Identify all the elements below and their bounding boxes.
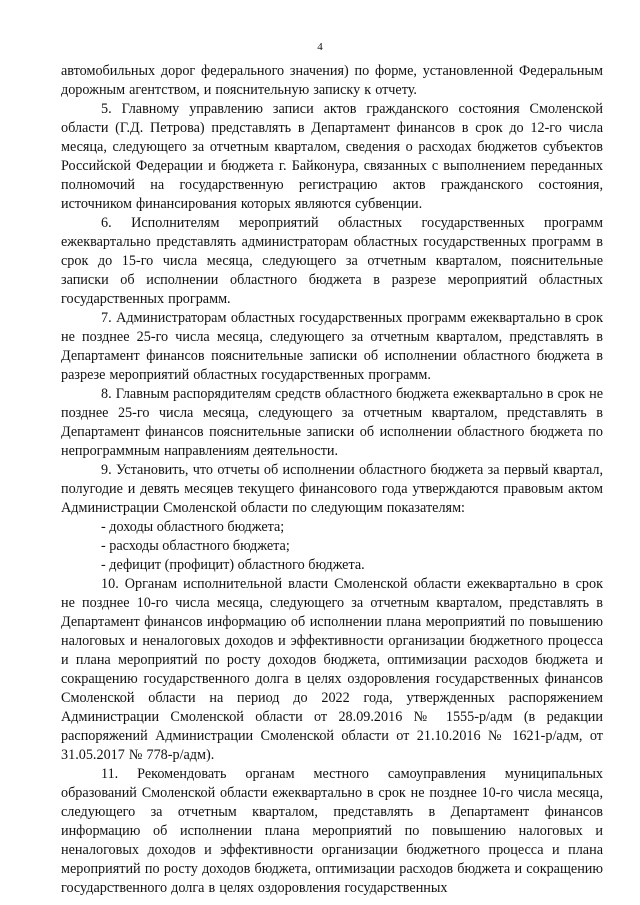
paragraph-11: 11. Рекомендовать органам местного самоуправления муниципальных образований Смоленской области ежеквартально в срок не позднее 10-го числа месяца, следующего за отчетным кварталом, представлять в Департамент финансов информацию об исполнении плана мероприятий по повышению налоговых и неналоговых доходов и эффективности организации бюджетного процесса и плана мероприятий по росту доходов бюджета, оптимизации расходов бюджета и сокращению государственного долга в целях оздоровления государственных bbox=[61, 766, 603, 896]
paragraph-6: 6. Исполнителям мероприятий областных государственных программ ежеквартально представлять администраторам областных государственных программ в срок до 15-го числа месяца, следующего за отчетным кварталом, пояснительные записки об исполнении областного бюджета в разрезе мероприятий областных государственных программ. bbox=[61, 215, 603, 307]
list-item-expenditures: - расходы областного бюджета; bbox=[101, 538, 290, 554]
paragraph-5: 5. Главному управлению записи актов гражданского состояния Смоленской области (Г.Д. Петрова) представлять в Департамент финансов в срок до 12-го числа месяца, следующего за отчетным кварталом, сведения о расходах бюджетов субъектов Российской Федерации и бюджета г. Байконура, связанных с выполнением переданных полномочий на государственную регистрацию актов гражданского состояния, источником финансирования которых являются субвенции. bbox=[61, 101, 603, 212]
list-item-revenues: - доходы областного бюджета; bbox=[101, 519, 285, 535]
paragraph-8: 8. Главным распорядителям средств областного бюджета ежеквартально в срок не позднее 25-го числа месяца, следующего за отчетным кварталом, представлять в Департамент финансов пояснительные записки об исполнении областного бюджета по непрограммным направлениям деятельности. bbox=[61, 386, 603, 459]
list-item-deficit: - дефицит (профицит) областного бюджета. bbox=[101, 557, 365, 573]
document-body bbox=[61, 62, 603, 898]
paragraph-7: 7. Администраторам областных государственных программ ежеквартально в срок не позднее 25-го числа месяца, следующего за отчетным кварталом, представлять в Департамент финансов пояснительные записки об исполнении областного бюджета в разрезе мероприятий областных государственных программ. bbox=[61, 310, 603, 383]
paragraph-10: 10. Органам исполнительной власти Смоленской области ежеквартально в срок не позднее 10-го числа месяца, следующего за отчетным кварталом, представлять в Департамент финансов информацию об исполнении плана мероприятий по повышению налоговых и неналоговых доходов и эффективности организации бюджетного процесса и плана мероприятий по росту доходов бюджета, оптимизации расходов бюджета и сокращению государственного долга в целях оздоровления государственных финансов Смоленской области на период до 2022 года, утвержденных распоряжением Администрации Смоленской области от 28.09.2016 № 1555-р/адм (в редакции распоряжений Администрации Смоленской области от 21.10.2016 № 1621-р/адм, от 31.05.2017 № 778-р/адм). bbox=[61, 576, 603, 763]
page-number: 4 bbox=[317, 41, 323, 53]
paragraph-continuation: автомобильных дорог федерального значения) по форме, установленной Федеральным дорожным агентством, и пояснительную записку к отчету. bbox=[61, 63, 603, 98]
paragraph-9: 9. Установить, что отчеты об исполнении областного бюджета за первый квартал, полугодие и девять месяцев текущего финансового года утверждаются правовым актом Администрации Смоленской области по следующим показателям: bbox=[61, 462, 603, 516]
